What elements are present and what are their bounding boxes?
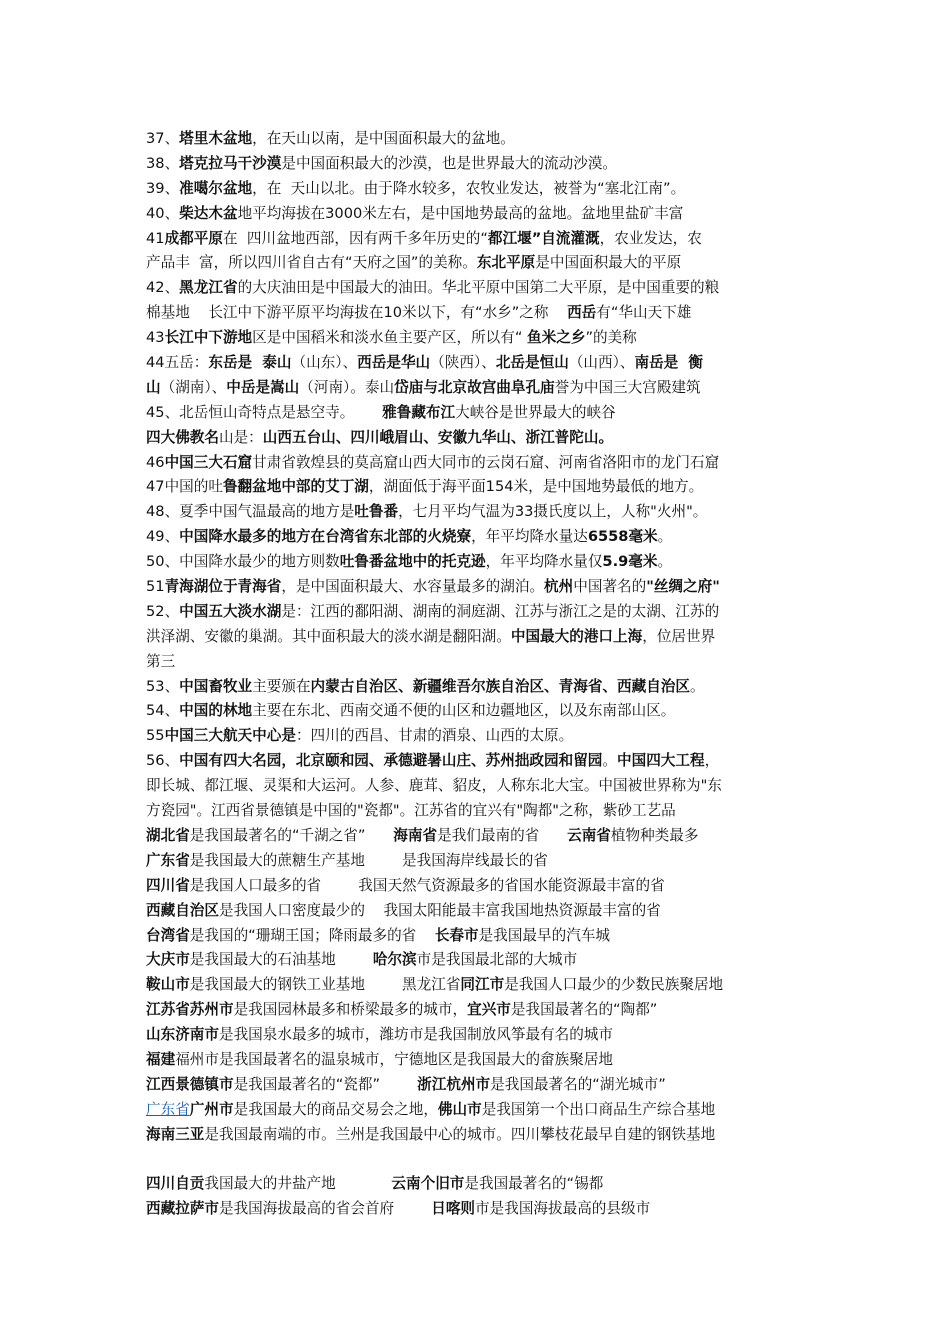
text-run: 是我国最南端的市。兰州是我国最中心的城市。四川攀枝花最早自建的钢铁基地: [204, 1125, 716, 1143]
bold-text: 吐鲁番: [354, 503, 399, 521]
text-line: [146, 948, 818, 973]
text-line: [146, 326, 818, 351]
text-run: ，是中国面积最大、水容量最多的湖泊。: [281, 578, 545, 596]
bold-text: 东北平原: [476, 254, 536, 272]
bold-text: 福建: [146, 1050, 176, 1068]
text-line: [146, 998, 818, 1023]
text-run: 53、: [146, 677, 180, 695]
text-run: 誉为中国三大宫殿建筑: [554, 378, 701, 396]
text-run: 的大庆油田是中国最大的油田。华北平原中国第二大平原，是中国重要的粮: [237, 279, 720, 297]
bold-text: 广州市: [189, 1100, 234, 1118]
text-line: [146, 351, 818, 376]
text-line: [146, 1172, 818, 1197]
text-line: [146, 525, 818, 550]
text-line: [146, 1073, 818, 1098]
text-run: 54、: [146, 702, 180, 720]
bold-text: 云南省: [567, 826, 611, 844]
text-line: [146, 152, 818, 177]
text-run: 是中国面积最大的沙漠，也是世界最大的流动沙漠。: [281, 154, 618, 172]
text-run: 方瓷园"。江西省景德镇是中国的"瓷都"。江苏省的宜兴有"陶都"之称，紫砂工艺品: [146, 802, 676, 820]
text-run: 是中国面积最大的平原: [535, 254, 682, 272]
text-line: [146, 426, 818, 451]
bold-text: 东岳是 泰山: [208, 354, 292, 372]
text-run: 。: [690, 677, 705, 695]
bold-text: 云南个旧市: [391, 1175, 465, 1193]
text-line: [146, 202, 818, 227]
text-line: [146, 849, 818, 874]
text-run: 。: [657, 528, 673, 546]
text-run: 洪泽湖、安徽的巢湖。其中面积最大的淡水湖是翻阳湖。: [146, 627, 511, 645]
text-run: ，位居世界: [642, 627, 716, 645]
text-run: 。: [657, 553, 673, 571]
bold-text: 鲁翻盆地中部的艾丁湖: [222, 478, 369, 496]
text-line: [146, 1048, 818, 1073]
text-line: [146, 401, 818, 426]
bold-text: 佛山市: [437, 1100, 482, 1118]
text-run: 是我国最大的蔗糖生产基地 是我国海岸线最长的省: [189, 851, 548, 869]
text-run: 在 四川盆地西部，因有两千多年历史的“: [222, 229, 488, 247]
text-line: [146, 675, 818, 700]
bold-text: 中国四大工程: [617, 752, 705, 770]
bold-text: 中国最大的港口上海: [510, 627, 643, 645]
bold-text: 中国三大航天中心是: [164, 727, 296, 745]
bold-text: 宜兴市: [467, 1001, 511, 1019]
text-run: 甘肃省敦煌县的莫高窟山西大同市的云岗石窟、河南省洛阳市的龙门石窟: [252, 453, 720, 471]
text-run: 51: [146, 578, 165, 596]
bold-text: 准噶尔盆地: [179, 179, 253, 197]
text-run: ，年平均降水量仅: [485, 553, 603, 571]
text-run: 44五岳：: [146, 354, 209, 372]
text-run: 植物种类最多: [610, 826, 699, 844]
text-line: [146, 177, 818, 202]
text-run: 有“华山天下雄: [596, 304, 692, 322]
text-run: 是我国的“珊瑚王国；降雨最多的省: [189, 926, 435, 944]
bold-text: 青海湖位于青海省: [164, 578, 282, 596]
bold-text: 山西五台山、四川峨眉山、安徽九华山、浙江普陀山。: [262, 428, 614, 446]
text-run: 56、: [146, 752, 180, 770]
text-run: ：四川的西昌、甘肃的酒泉、山西的太原。: [295, 727, 574, 745]
text-run: 41: [146, 229, 165, 247]
text-line: [146, 924, 818, 949]
text-line: [146, 475, 818, 500]
text-run: 山是：: [218, 428, 263, 446]
bold-text: 鱼米之乡: [527, 329, 586, 347]
text-run: 棉基地 长江中下游平原平均海拔在10米以下，有“水乡”之称: [146, 304, 568, 322]
bold-text: 四川省: [146, 876, 190, 894]
bold-text: 6558毫米: [587, 528, 658, 546]
text-run: 43: [146, 329, 165, 347]
text-run: 49、: [146, 528, 180, 546]
text-run: 市是我国最北部的大城市: [416, 951, 578, 969]
text-line: [146, 227, 818, 252]
text-line: [146, 451, 818, 476]
hyperlink[interactable]: 广东省: [146, 1100, 190, 1118]
text-line: [146, 1197, 818, 1222]
text-line: [146, 276, 818, 301]
document-page: [146, 127, 818, 1222]
bold-text: 都江堰”自流灌溉: [487, 229, 600, 247]
text-run: 中国著名的: [573, 578, 647, 596]
text-run: 45、北岳恒山奇特点是悬空寺。: [146, 403, 383, 421]
bold-text: 长春市: [434, 926, 479, 944]
text-line: [146, 749, 818, 774]
bold-text: 柴达木盆: [179, 204, 238, 222]
bold-text: 北岳是恒山: [495, 354, 569, 372]
text-run: 48、夏季中国气温最高的地方是: [146, 503, 355, 521]
text-line: [146, 774, 818, 799]
text-run: ，在 天山以北。由于降水较多，农牧业发达，被誉为“塞北江南”。: [252, 179, 686, 197]
bold-text: 江苏省苏州市: [146, 1001, 234, 1019]
text-run: 是我国人口最少的少数民族聚居地: [504, 976, 724, 994]
text-line: [146, 1098, 818, 1123]
text-run: 是我国泉水最多的城市，潍坊市是我国制放风筝最有名的城市: [218, 1026, 614, 1044]
text-run: 是我国人口最多的省 我国天然气资源最多的省国水能资源最丰富的省: [189, 876, 665, 894]
bold-text: 中国降水最多的地方在台湾省东北部的火烧寮: [179, 528, 472, 546]
bold-text: 西藏拉萨市: [146, 1200, 219, 1218]
text-line: [146, 600, 818, 625]
text-run: 福州市是我国最著名的温泉城市，宁德地区是我国最大的畲族聚居地: [175, 1050, 614, 1068]
text-line: [146, 899, 818, 924]
text-run: 52、: [146, 602, 180, 620]
text-run: （湖南）、: [160, 378, 227, 396]
bold-text: 中国畜牧业: [179, 677, 253, 695]
text-run: （河南）。泰山: [299, 378, 395, 396]
bold-text: 海南省: [393, 826, 438, 844]
bold-text: 长江中下游地: [164, 329, 253, 347]
bold-text: 中国的林地: [179, 702, 253, 720]
text-run: 是我国第一个出口商品生产综合基地: [481, 1100, 716, 1118]
text-run: 39、: [146, 179, 180, 197]
bold-text: 杭州: [544, 578, 574, 596]
text-run: 是我国最著名的“瓷都”: [233, 1075, 418, 1093]
text-run: 即长城、都江堰、灵渠和大运河。人参、鹿茸、貂皮，人称东北大宝。中国被世界称为"东: [146, 777, 722, 795]
text-line: [146, 724, 818, 749]
text-run: 42、: [146, 279, 180, 297]
text-run: 50、中国降水最少的地方则数: [146, 553, 340, 571]
text-run: 是我国最著名的“陶都”: [510, 1001, 658, 1019]
text-run: ，农业发达，农: [599, 229, 702, 247]
bold-text: 山东济南市: [146, 1026, 219, 1044]
text-run: 是我国最大的钢铁工业基地 黑龙江省: [189, 976, 461, 994]
text-run: 是我国人口密度最少的 我国太阳能最丰富我国地热资源最丰富的省: [218, 901, 661, 919]
bold-text: 成都平原: [164, 229, 223, 247]
text-run: 大峡谷是世界最大的峡谷: [455, 403, 616, 421]
text-run: ，: [704, 752, 720, 770]
text-run: ，在天山以南，是中国面积最大的盆地。: [252, 130, 515, 147]
text-run: 是我国海拔最高的省会首府: [218, 1200, 432, 1218]
text-line: [146, 699, 818, 724]
bold-text: 山: [146, 378, 161, 396]
text-run: 是我国最著名的“锡都: [464, 1175, 604, 1193]
text-run: 地平均海拔在3000米左右，是中国地势最高的盆地。盆地里盐矿丰富: [237, 204, 684, 222]
text-line: [146, 251, 818, 276]
text-run: ，七月平均气温为33摄氏度以上，人称"火州"。: [398, 503, 708, 521]
text-line: [146, 650, 818, 675]
text-run: 我国最大的井盐产地: [204, 1175, 392, 1193]
text-run: 是：江西的鄱阳湖、湖南的洞庭湖、江苏与浙江之是的太湖、江苏的: [281, 602, 720, 620]
bold-text: 岱庙与北京故宫曲阜孔庙: [394, 378, 555, 396]
text-run: 产品丰 富，所以四川省自古有“天府之国”的美称。: [146, 254, 477, 272]
bold-text: 四大佛教名: [146, 428, 219, 446]
text-run: 47中国的吐: [146, 478, 223, 496]
bold-text: 内蒙古自治区、新疆维吾尔族自治区、青海省、西藏自治区: [310, 677, 690, 695]
bold-text: 中岳是嵩山: [226, 378, 300, 396]
bold-text: 西岳是华山: [357, 354, 431, 372]
bold-text: 广东省: [146, 851, 190, 869]
text-run: ”的美称: [585, 329, 637, 347]
bold-text: 西藏自治区: [146, 901, 219, 919]
text-line: [146, 1023, 818, 1048]
text-line: [146, 625, 818, 650]
bold-text: 同江市: [460, 976, 505, 994]
text-line: [146, 301, 818, 326]
text-run: 是我国最早的汽车城: [478, 926, 610, 944]
bold-text: 鞍山市: [146, 976, 190, 994]
text-line: [146, 1123, 818, 1148]
bold-text: 大庆市: [146, 951, 190, 969]
text-line: [146, 500, 818, 525]
text-run: 46: [146, 453, 165, 471]
text-run: ，年平均降水量达: [471, 528, 588, 546]
text-run: ，湖面低于海平面154米，是中国地势最低的地方。: [368, 478, 704, 496]
bold-text: 塔里木盆地: [179, 130, 253, 147]
bold-text: 西岳: [567, 304, 597, 322]
text-run: （山西）、: [568, 354, 635, 372]
bold-text: 塔克拉马干沙漠: [179, 154, 282, 172]
text-run: 是我国最大的商品交易会之地，: [233, 1100, 438, 1118]
text-run: 第三: [146, 652, 176, 670]
bold-text: 南岳是 衡: [634, 354, 704, 372]
bold-text: 中国三大石窟: [164, 453, 253, 471]
text-run: （山东）、: [291, 354, 358, 372]
blank-line: [146, 1148, 818, 1173]
bold-text: 海南三亚: [146, 1125, 205, 1143]
bold-text: 5.9毫米: [602, 553, 658, 571]
text-run: 是我国最大的石油基地: [189, 951, 373, 969]
bold-text: 台湾省: [146, 926, 190, 944]
text-line: [146, 799, 818, 824]
text-line: [146, 376, 818, 401]
text-run: 主要颁在: [252, 677, 311, 695]
text-line: [146, 874, 818, 899]
text-run: 37、: [146, 130, 180, 147]
bold-text: 中国五大淡水湖: [179, 602, 282, 620]
bold-text: 湖北省: [146, 826, 190, 844]
text-run: 区是中国稻米和淡水鱼主要产区，所以有“: [252, 329, 528, 347]
text-run: 是我国园林最多和桥梁最多的城市，: [233, 1001, 468, 1019]
text-run: 市是我国海拔最高的县级市: [475, 1200, 651, 1218]
bold-text: 吐鲁番盆地中的托克逊: [339, 553, 486, 571]
text-run: 38、: [146, 154, 180, 172]
text-line: [146, 127, 818, 152]
bold-text: 中国有四大名园，北京颐和园、承德避暑山庄、苏州拙政园和留园: [179, 752, 603, 770]
bold-text: "丝绸之府": [646, 578, 720, 596]
text-run: （陕西）、: [430, 354, 496, 372]
text-line: [146, 575, 818, 600]
bold-text: 哈尔滨: [372, 951, 417, 969]
text-run: 。: [602, 752, 618, 770]
text-line: [146, 824, 818, 849]
bold-text: 日喀则: [431, 1200, 476, 1218]
text-run: 40、: [146, 204, 180, 222]
text-line: [146, 973, 818, 998]
bold-text: 江西景德镇市: [146, 1075, 234, 1093]
text-run: 是我国最著名的“千湖之省”: [189, 826, 394, 844]
text-run: 是我国最著名的“湖光城市”: [490, 1075, 666, 1093]
bold-text: 雅鲁藏布江: [382, 403, 456, 421]
bold-text: 黑龙江省: [179, 279, 238, 297]
text-line: [146, 550, 818, 575]
text-run: 主要在东北、西南交通不便的山区和边疆地区，以及东南部山区。: [252, 702, 676, 720]
bold-text: 四川自贡: [146, 1175, 205, 1193]
bold-text: 浙江杭州市: [417, 1075, 491, 1093]
text-run: 55: [146, 727, 165, 745]
text-run: 是我们最南的省: [437, 826, 568, 844]
